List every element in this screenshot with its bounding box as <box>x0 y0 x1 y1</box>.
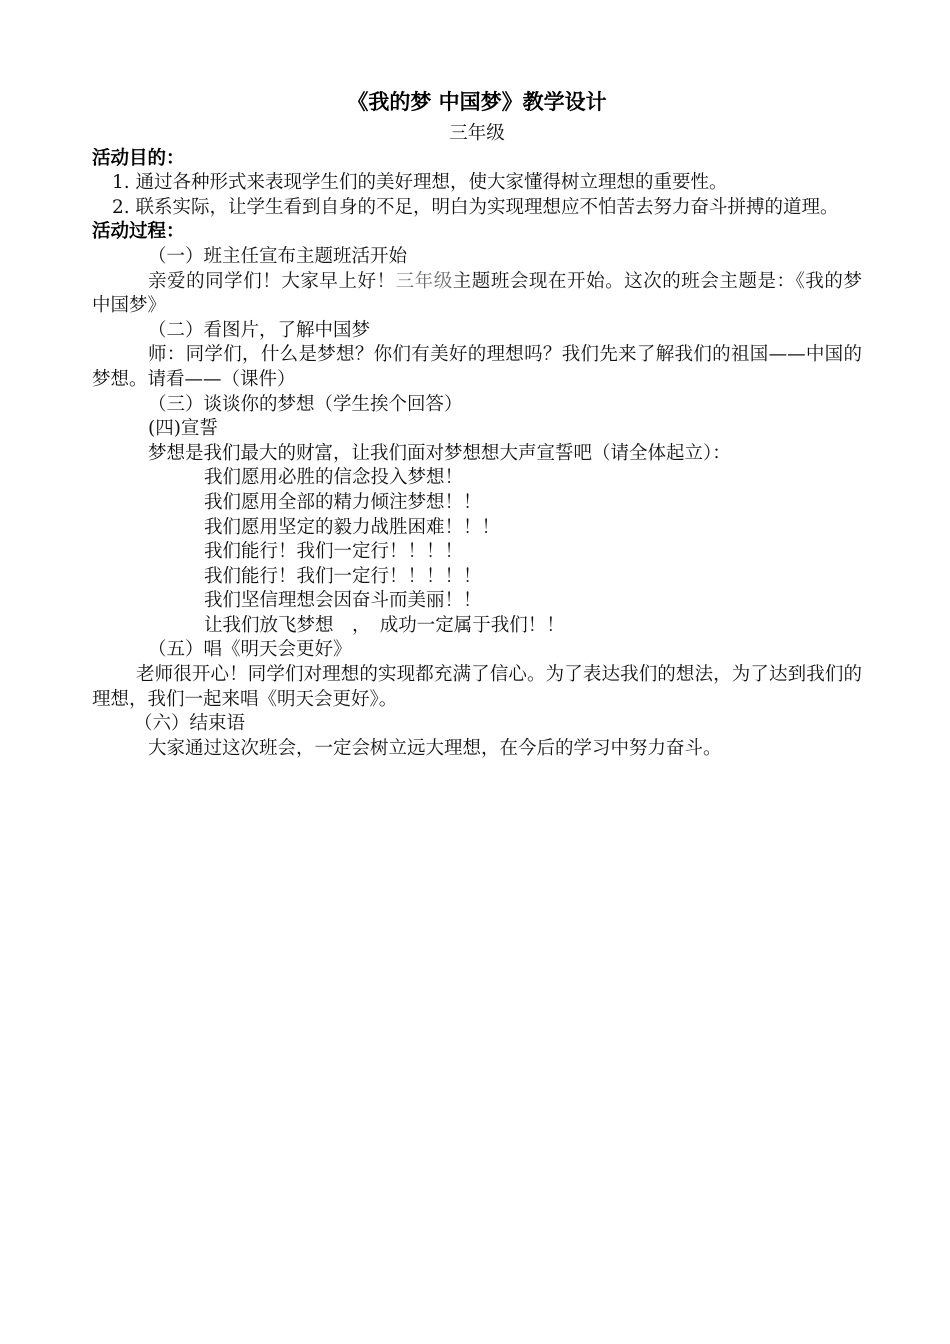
step1-text-after: 主题班会现在开始。这次的班会主题是：《我的梦 中国梦》 <box>92 270 862 317</box>
step2-text: 师：同学们，什么是梦想？你们有美好的理想吗？我们先来了解我们的祖国——中国的梦想。请看——（课件） <box>92 344 862 390</box>
step3-heading: （三）谈谈你的梦想（学生挨个回答） <box>148 393 463 415</box>
step1-text <box>92 270 862 319</box>
step4-heading: (四)宣誓 <box>148 418 218 440</box>
step6-heading: （六）结束语 <box>134 713 246 735</box>
oath-line-7: 让我们放飞梦想 ， 成功一定属于我们！！ <box>204 614 565 636</box>
document-body <box>92 88 862 761</box>
step1-text-highlight: 三年级 <box>395 270 453 292</box>
objective-item-2: 2. 联系实际，让学生看到自身的不足，明白为实现理想应不怕苦去努力奋斗拼搏的道理。 <box>112 196 839 218</box>
oath-line-2: 我们愿用全部的精力倾注梦想！！ <box>204 491 482 513</box>
step1-text-before: 亲爱的同学们！大家早上好！ <box>148 270 396 292</box>
document-title: 《我的梦 中国梦》教学设计 <box>347 90 607 114</box>
step1-heading: （一）班主任宣布主题班活开始 <box>148 245 408 267</box>
step5-text: 老师很开心！同学们对理想的实现都充满了信心。为了表达我们的想法，为了达到我们的理想，我们一起来唱《明天会更好》。 <box>92 664 862 710</box>
oath-line-5: 我们能行！我们一定行！！！！！ <box>204 565 482 587</box>
objective-item-1: 1. 通过各种形式来表现学生们的美好理想，使大家懂得树立理想的重要性。 <box>112 172 728 194</box>
oath-line-6: 我们坚信理想会因奋斗而美丽！！ <box>204 590 482 612</box>
objectives-heading: 活动目的： <box>92 147 185 169</box>
process-heading: 活动过程： <box>92 221 185 243</box>
step5-heading: （五）唱《明天会更好》 <box>148 639 352 661</box>
grade-subtitle: 三年级 <box>449 123 505 144</box>
oath-line-3: 我们愿用坚定的毅力战胜困难！！！ <box>204 516 501 538</box>
oath-line-1: 我们愿用必胜的信念投入梦想！ <box>204 467 464 489</box>
step6-text: 大家通过这次班会，一定会树立远大理想，在今后的学习中努力奋斗。 <box>148 737 722 759</box>
step2-heading: （二）看图片，了解中国梦 <box>148 319 371 341</box>
oath-line-4: 我们能行！我们一定行！！！！ <box>204 541 464 563</box>
step4-intro: 梦想是我们最大的财富，让我们面对梦想想大声宣誓吧（请全体起立）： <box>148 442 731 464</box>
